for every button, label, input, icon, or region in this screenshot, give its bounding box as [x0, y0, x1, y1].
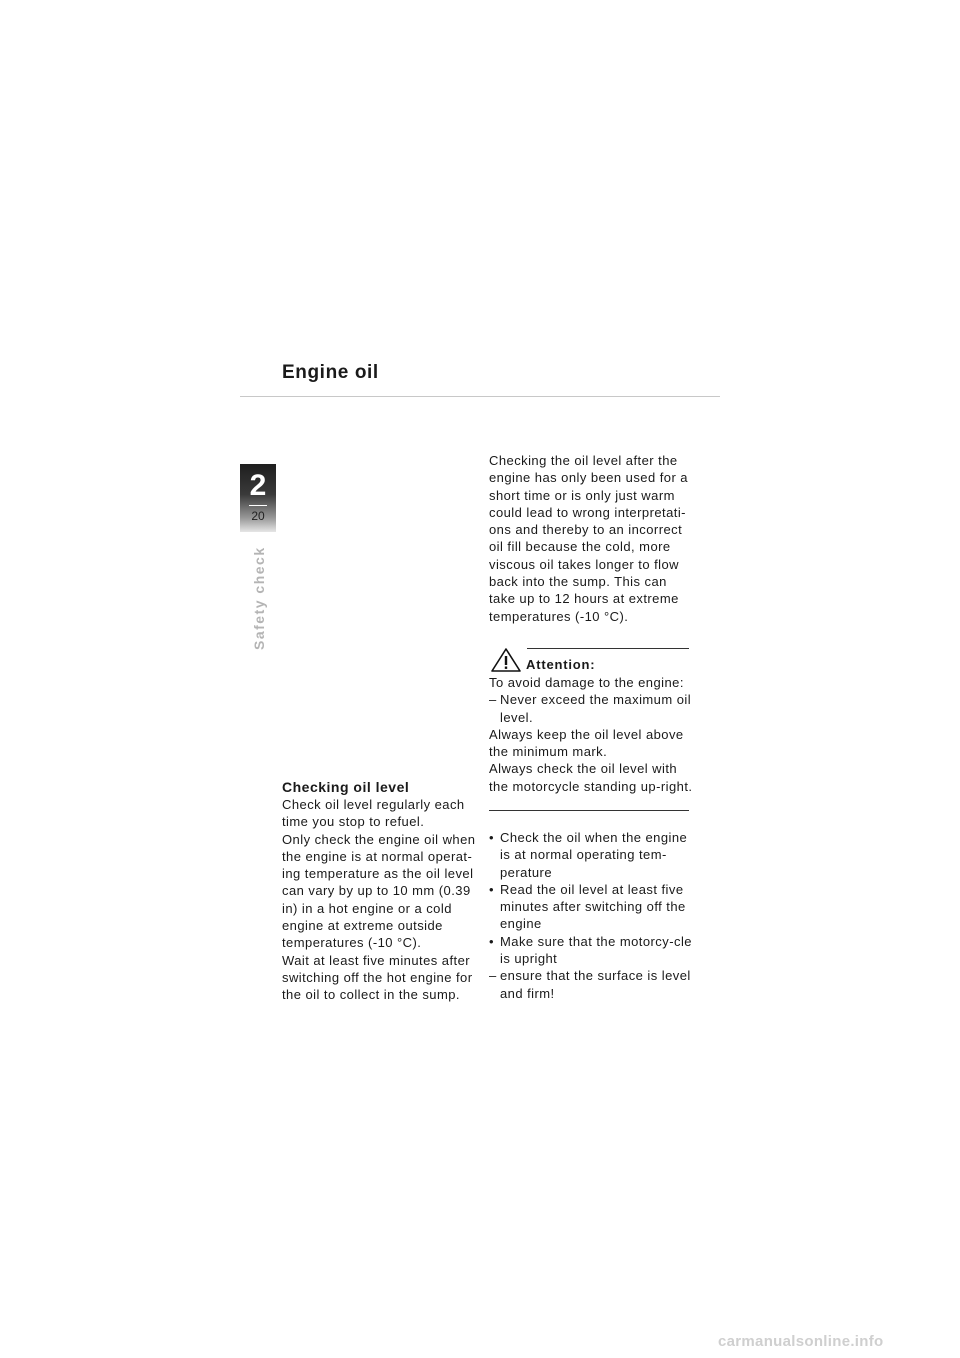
title-divider — [240, 396, 720, 397]
bullet-marker: • — [489, 933, 495, 949]
list-item — [489, 829, 694, 881]
list-item-text: Check the oil when the engine is at normal operating tem-perature — [500, 830, 688, 880]
left-column — [282, 778, 482, 1004]
chapter-number: 2 — [249, 469, 267, 502]
bullet-marker: • — [489, 830, 495, 845]
attention-heading: Attention: — [526, 657, 596, 672]
paragraph: Check oil level regularly each time you stop to refuel. — [282, 797, 465, 830]
chapter-divider — [249, 505, 267, 506]
right-column-intro — [489, 452, 694, 625]
paragraph: Only check the engine oil when the engine is at normal operat-ing temperature as the oil level can vary by up to 10 mm (0.39 in) in a hot engine or a cold engine at extreme outside temperatures (-10 °C). — [282, 831, 476, 951]
section-label: Safety check — [251, 546, 267, 650]
attention-line: Always check the oil level with the motorcycle standing up-right. — [489, 761, 693, 794]
page-number: 20 — [251, 509, 265, 523]
watermark: carmanualsonline.info — [718, 1333, 884, 1350]
list-item — [489, 967, 694, 1002]
attention-body — [489, 674, 694, 795]
paragraph: Checking the oil level after the engine has only been used for a short time or is only just warm could lead to wrong interpretati-ons and thereby to an incorrect oil fill because the cold, more viscous oil takes longer to flow back into the sump. This can take up to 12 hours at extreme temperatures (-10 °C). — [489, 453, 688, 624]
attention-dash-item — [489, 691, 694, 726]
list-item-text: ensure that the surface is level and firm! — [500, 968, 691, 1001]
attention-line: Always keep the oil level above the minimum mark. — [489, 726, 684, 760]
bullet-marker: • — [489, 881, 495, 897]
attention-line: To avoid damage to the engine: — [489, 675, 684, 690]
attention-bottom-rule — [489, 810, 689, 811]
list-item — [489, 933, 694, 968]
dash-marker: – — [489, 692, 497, 708]
dash-marker: – — [489, 968, 497, 984]
page-title: Engine oil — [282, 362, 379, 383]
warning-triangle-icon — [489, 646, 523, 674]
instruction-list — [489, 829, 694, 1002]
dash-text: Never exceed the maximum oil level. — [500, 692, 692, 725]
list-item — [489, 881, 694, 933]
list-item-text: Read the oil level at least five minutes after switching off the engine — [500, 881, 686, 932]
chapter-tab — [240, 464, 276, 532]
list-item-text: Make sure that the motorcy-cle is upright — [500, 933, 692, 967]
section-heading: Checking oil level — [282, 779, 410, 795]
attention-top-rule — [527, 648, 689, 649]
paragraph: Wait at least five minutes after switching off the hot engine for the oil to collect in the sump. — [282, 952, 473, 1003]
